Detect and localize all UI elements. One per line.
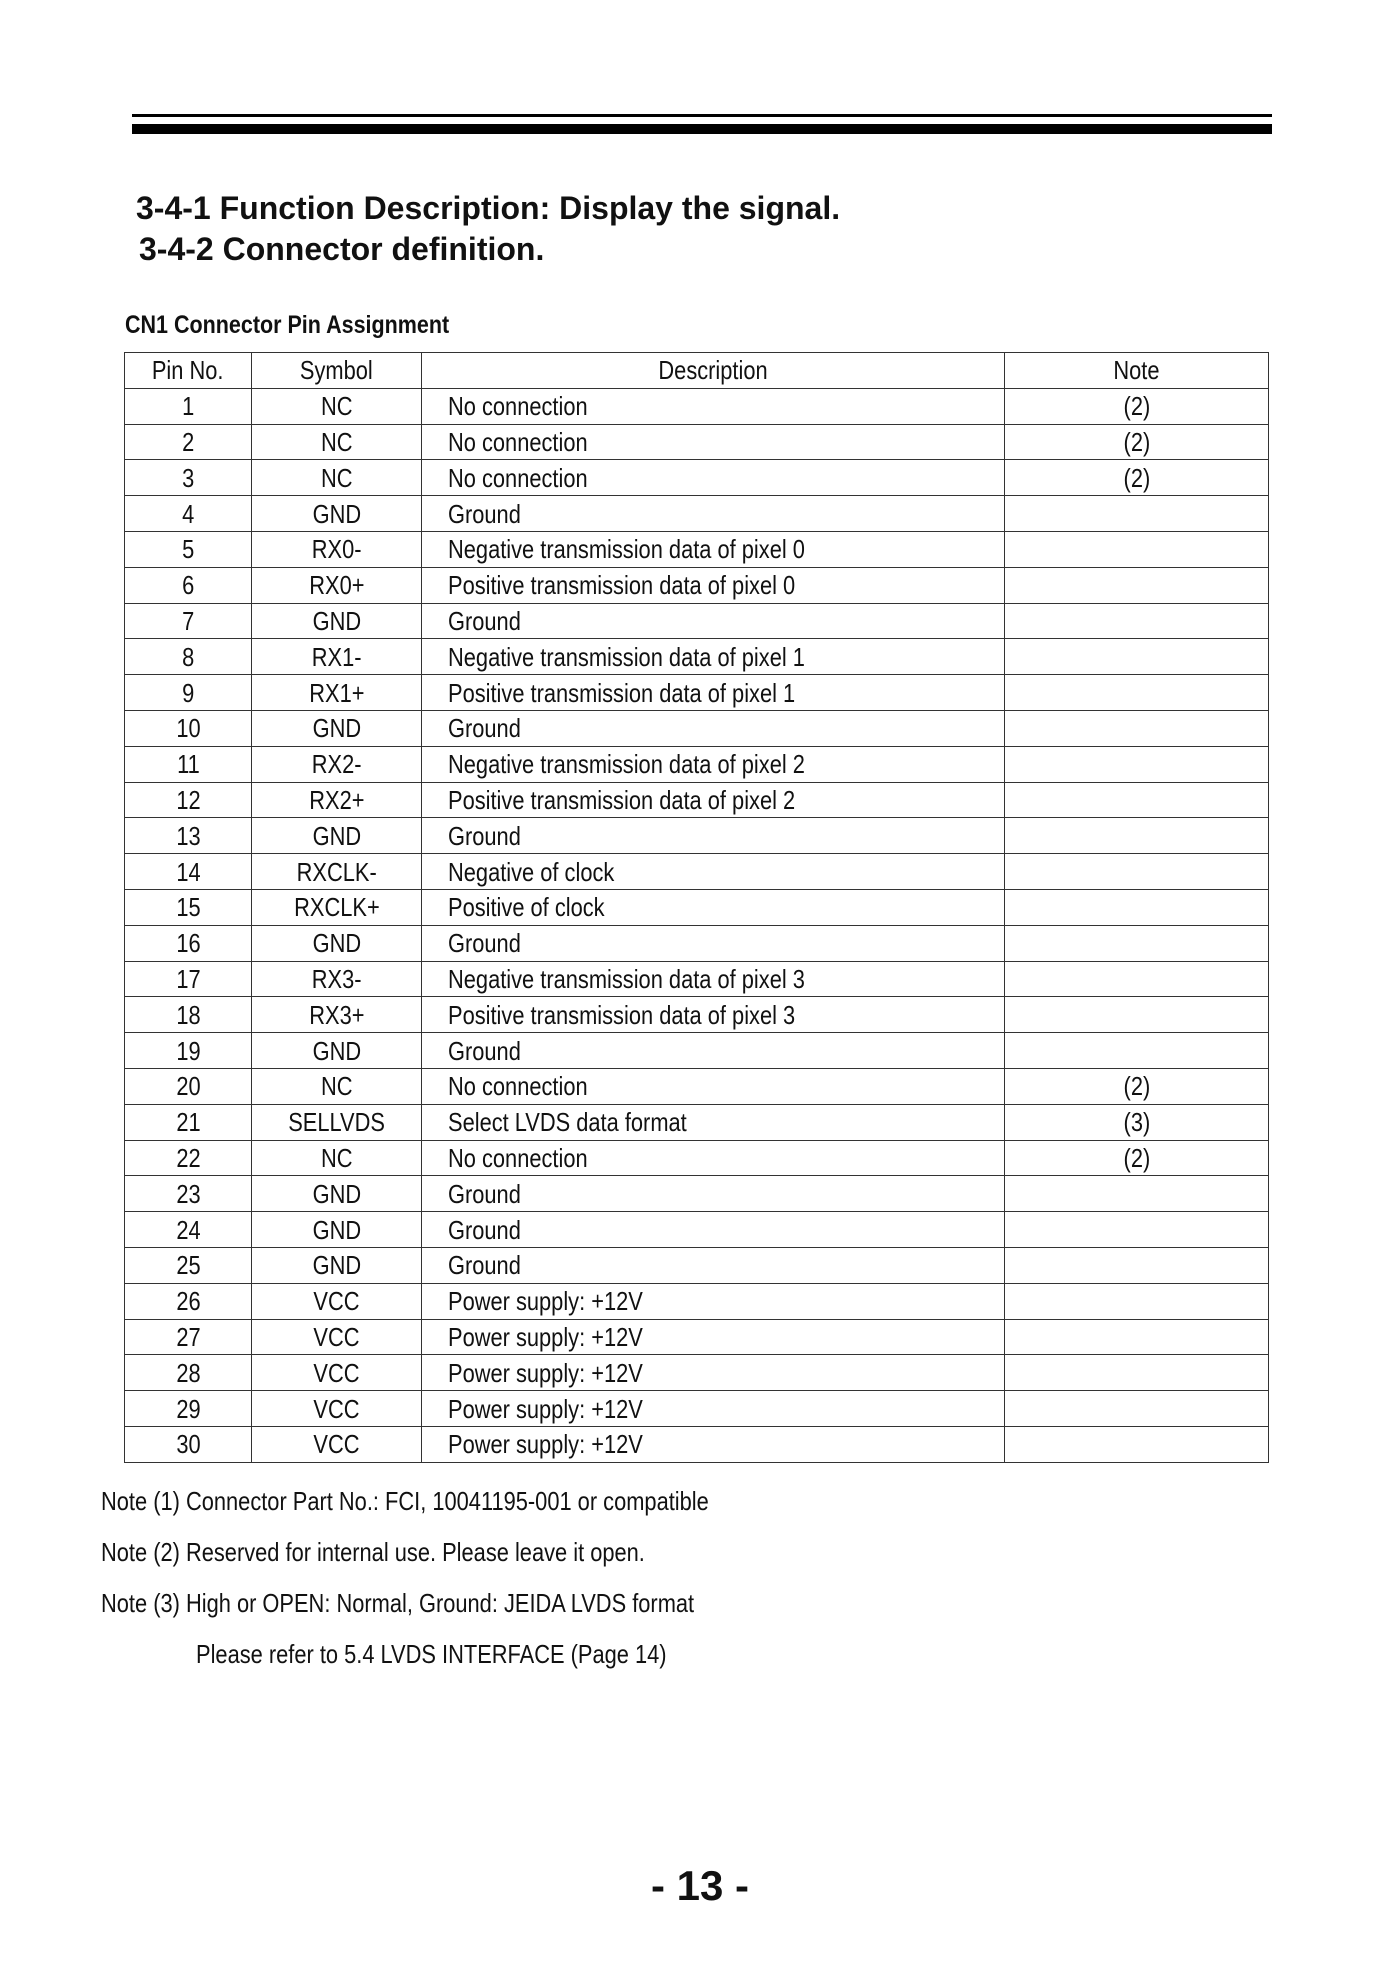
header-rule-thin	[132, 114, 1272, 117]
pin-number-cell: 7	[125, 603, 252, 639]
pin-number-cell: 17	[125, 961, 252, 997]
description-cell: Ground	[422, 1033, 1005, 1069]
symbol-cell: GND	[252, 925, 422, 961]
header-note: Note	[1005, 353, 1269, 389]
note-3: Note (3) High or OPEN: Normal, Ground: JEIDA LVDS format	[101, 1588, 695, 1618]
pin-number-cell: 6	[125, 567, 252, 603]
note-cell: (2)	[1005, 460, 1269, 496]
symbol-cell: RX0+	[252, 567, 422, 603]
note-cell	[1005, 1426, 1269, 1462]
note-cell: (2)	[1005, 424, 1269, 460]
table-row	[125, 1212, 1269, 1248]
symbol-cell: VCC	[252, 1391, 422, 1427]
table-row	[125, 854, 1269, 890]
note-cell	[1005, 782, 1269, 818]
table-title: CN1 Connector Pin Assignment	[125, 311, 450, 339]
table-row	[125, 1068, 1269, 1104]
table-row	[125, 531, 1269, 567]
pin-number-cell: 30	[125, 1426, 252, 1462]
description-cell: Ground	[422, 496, 1005, 532]
table-row	[125, 746, 1269, 782]
description-cell: No connection	[422, 388, 1005, 424]
pin-number-cell: 11	[125, 746, 252, 782]
symbol-cell: GND	[252, 1033, 422, 1069]
description-cell: Positive transmission data of pixel 0	[422, 567, 1005, 603]
table-row	[125, 1176, 1269, 1212]
table-row	[125, 1140, 1269, 1176]
table-header-row	[125, 353, 1269, 389]
description-cell: Ground	[422, 925, 1005, 961]
pin-number-cell: 14	[125, 854, 252, 890]
table-row	[125, 1426, 1269, 1462]
description-cell: Ground	[422, 603, 1005, 639]
description-cell: Negative of clock	[422, 854, 1005, 890]
table-row	[125, 1247, 1269, 1283]
pin-number-cell: 19	[125, 1033, 252, 1069]
note-cell	[1005, 531, 1269, 567]
symbol-cell: VCC	[252, 1426, 422, 1462]
pin-number-cell: 21	[125, 1104, 252, 1140]
table-row	[125, 1283, 1269, 1319]
description-cell: Negative transmission data of pixel 0	[422, 531, 1005, 567]
pin-number-cell: 10	[125, 710, 252, 746]
description-cell: Positive transmission data of pixel 3	[422, 997, 1005, 1033]
pin-number-cell: 22	[125, 1140, 252, 1176]
note-cell	[1005, 496, 1269, 532]
symbol-cell: NC	[252, 1140, 422, 1176]
symbol-cell: SELLVDS	[252, 1104, 422, 1140]
section-heading-connector: 3-4-2 Connector definition.	[139, 231, 545, 267]
description-cell: Power supply: +12V	[422, 1355, 1005, 1391]
note-cell	[1005, 854, 1269, 890]
symbol-cell: RX2+	[252, 782, 422, 818]
pin-number-cell: 4	[125, 496, 252, 532]
description-cell: Ground	[422, 1176, 1005, 1212]
symbol-cell: GND	[252, 603, 422, 639]
note-cell	[1005, 818, 1269, 854]
table-row	[125, 961, 1269, 997]
header-symbol: Symbol	[252, 353, 422, 389]
pin-number-cell: 5	[125, 531, 252, 567]
pin-number-cell: 3	[125, 460, 252, 496]
pin-number-cell: 1	[125, 388, 252, 424]
pin-number-cell: 29	[125, 1391, 252, 1427]
symbol-cell: GND	[252, 496, 422, 532]
note-cell	[1005, 675, 1269, 711]
header-rule-thick	[132, 124, 1272, 134]
description-cell: Power supply: +12V	[422, 1319, 1005, 1355]
symbol-cell: GND	[252, 818, 422, 854]
pin-assignment-table	[124, 352, 1269, 1463]
table-row	[125, 1319, 1269, 1355]
symbol-cell: NC	[252, 388, 422, 424]
header-description: Description	[422, 353, 1005, 389]
table-row	[125, 1104, 1269, 1140]
table-row	[125, 818, 1269, 854]
pin-number-cell: 25	[125, 1247, 252, 1283]
symbol-cell: RX1+	[252, 675, 422, 711]
table-row	[125, 1355, 1269, 1391]
table-row	[125, 925, 1269, 961]
symbol-cell: RX2-	[252, 746, 422, 782]
table-row	[125, 1033, 1269, 1069]
table-row	[125, 460, 1269, 496]
note-cell	[1005, 1033, 1269, 1069]
note-cell	[1005, 961, 1269, 997]
pin-number-cell: 27	[125, 1319, 252, 1355]
description-cell: Power supply: +12V	[422, 1391, 1005, 1427]
pin-number-cell: 28	[125, 1355, 252, 1391]
symbol-cell: RX1-	[252, 639, 422, 675]
note-2: Note (2) Reserved for internal use. Please leave it open.	[101, 1537, 645, 1567]
table-row	[125, 997, 1269, 1033]
header-pin-no: Pin No.	[125, 353, 252, 389]
description-cell: Positive of clock	[422, 889, 1005, 925]
note-cell	[1005, 603, 1269, 639]
note-cell	[1005, 1283, 1269, 1319]
note-cell: (2)	[1005, 1140, 1269, 1176]
symbol-cell: GND	[252, 1176, 422, 1212]
pin-number-cell: 15	[125, 889, 252, 925]
description-cell: Ground	[422, 818, 1005, 854]
description-cell: Ground	[422, 1212, 1005, 1248]
description-cell: Negative transmission data of pixel 3	[422, 961, 1005, 997]
note-cell	[1005, 1247, 1269, 1283]
description-cell: Ground	[422, 1247, 1005, 1283]
page-number: - 13 -	[650, 1862, 750, 1909]
table-row	[125, 603, 1269, 639]
description-cell: No connection	[422, 460, 1005, 496]
description-cell: Ground	[422, 710, 1005, 746]
description-cell: Select LVDS data format	[422, 1104, 1005, 1140]
table-row	[125, 710, 1269, 746]
description-cell: Positive transmission data of pixel 2	[422, 782, 1005, 818]
pin-number-cell: 9	[125, 675, 252, 711]
symbol-cell: GND	[252, 1212, 422, 1248]
symbol-cell: RXCLK-	[252, 854, 422, 890]
note-cell	[1005, 1212, 1269, 1248]
symbol-cell: VCC	[252, 1283, 422, 1319]
note-cell	[1005, 889, 1269, 925]
symbol-cell: NC	[252, 1068, 422, 1104]
note-cell	[1005, 997, 1269, 1033]
description-cell: Power supply: +12V	[422, 1283, 1005, 1319]
section-heading-function: 3-4-1 Function Description: Display the signal.	[136, 190, 841, 226]
pin-number-cell: 12	[125, 782, 252, 818]
description-cell: No connection	[422, 424, 1005, 460]
symbol-cell: NC	[252, 460, 422, 496]
table-row	[125, 388, 1269, 424]
table-row	[125, 1391, 1269, 1427]
description-cell: No connection	[422, 1068, 1005, 1104]
description-cell: Negative transmission data of pixel 1	[422, 639, 1005, 675]
description-cell: Power supply: +12V	[422, 1426, 1005, 1462]
table-row	[125, 889, 1269, 925]
note-3-continuation: Please refer to 5.4 LVDS INTERFACE (Page 14)	[196, 1639, 667, 1669]
note-cell	[1005, 567, 1269, 603]
note-cell: (3)	[1005, 1104, 1269, 1140]
pin-number-cell: 18	[125, 997, 252, 1033]
pin-number-cell: 23	[125, 1176, 252, 1212]
symbol-cell: GND	[252, 1247, 422, 1283]
note-cell	[1005, 1355, 1269, 1391]
pin-number-cell: 2	[125, 424, 252, 460]
note-cell	[1005, 1176, 1269, 1212]
note-cell	[1005, 710, 1269, 746]
description-cell: Positive transmission data of pixel 1	[422, 675, 1005, 711]
symbol-cell: VCC	[252, 1355, 422, 1391]
table-row	[125, 675, 1269, 711]
pin-number-cell: 26	[125, 1283, 252, 1319]
symbol-cell: RX3-	[252, 961, 422, 997]
symbol-cell: RX0-	[252, 531, 422, 567]
pin-number-cell: 20	[125, 1068, 252, 1104]
note-cell: (2)	[1005, 1068, 1269, 1104]
table-row	[125, 639, 1269, 675]
symbol-cell: GND	[252, 710, 422, 746]
symbol-cell: RXCLK+	[252, 889, 422, 925]
table-row	[125, 424, 1269, 460]
note-cell	[1005, 1391, 1269, 1427]
note-cell	[1005, 925, 1269, 961]
symbol-cell: VCC	[252, 1319, 422, 1355]
note-1: Note (1) Connector Part No.: FCI, 10041195-001 or compatible	[101, 1486, 709, 1516]
pin-number-cell: 24	[125, 1212, 252, 1248]
symbol-cell: NC	[252, 424, 422, 460]
description-cell: No connection	[422, 1140, 1005, 1176]
note-cell	[1005, 639, 1269, 675]
pin-number-cell: 16	[125, 925, 252, 961]
description-cell: Negative transmission data of pixel 2	[422, 746, 1005, 782]
table-row	[125, 496, 1269, 532]
pin-number-cell: 13	[125, 818, 252, 854]
pin-number-cell: 8	[125, 639, 252, 675]
note-cell: (2)	[1005, 388, 1269, 424]
table-row	[125, 782, 1269, 818]
symbol-cell: RX3+	[252, 997, 422, 1033]
table-row	[125, 567, 1269, 603]
note-cell	[1005, 746, 1269, 782]
note-cell	[1005, 1319, 1269, 1355]
